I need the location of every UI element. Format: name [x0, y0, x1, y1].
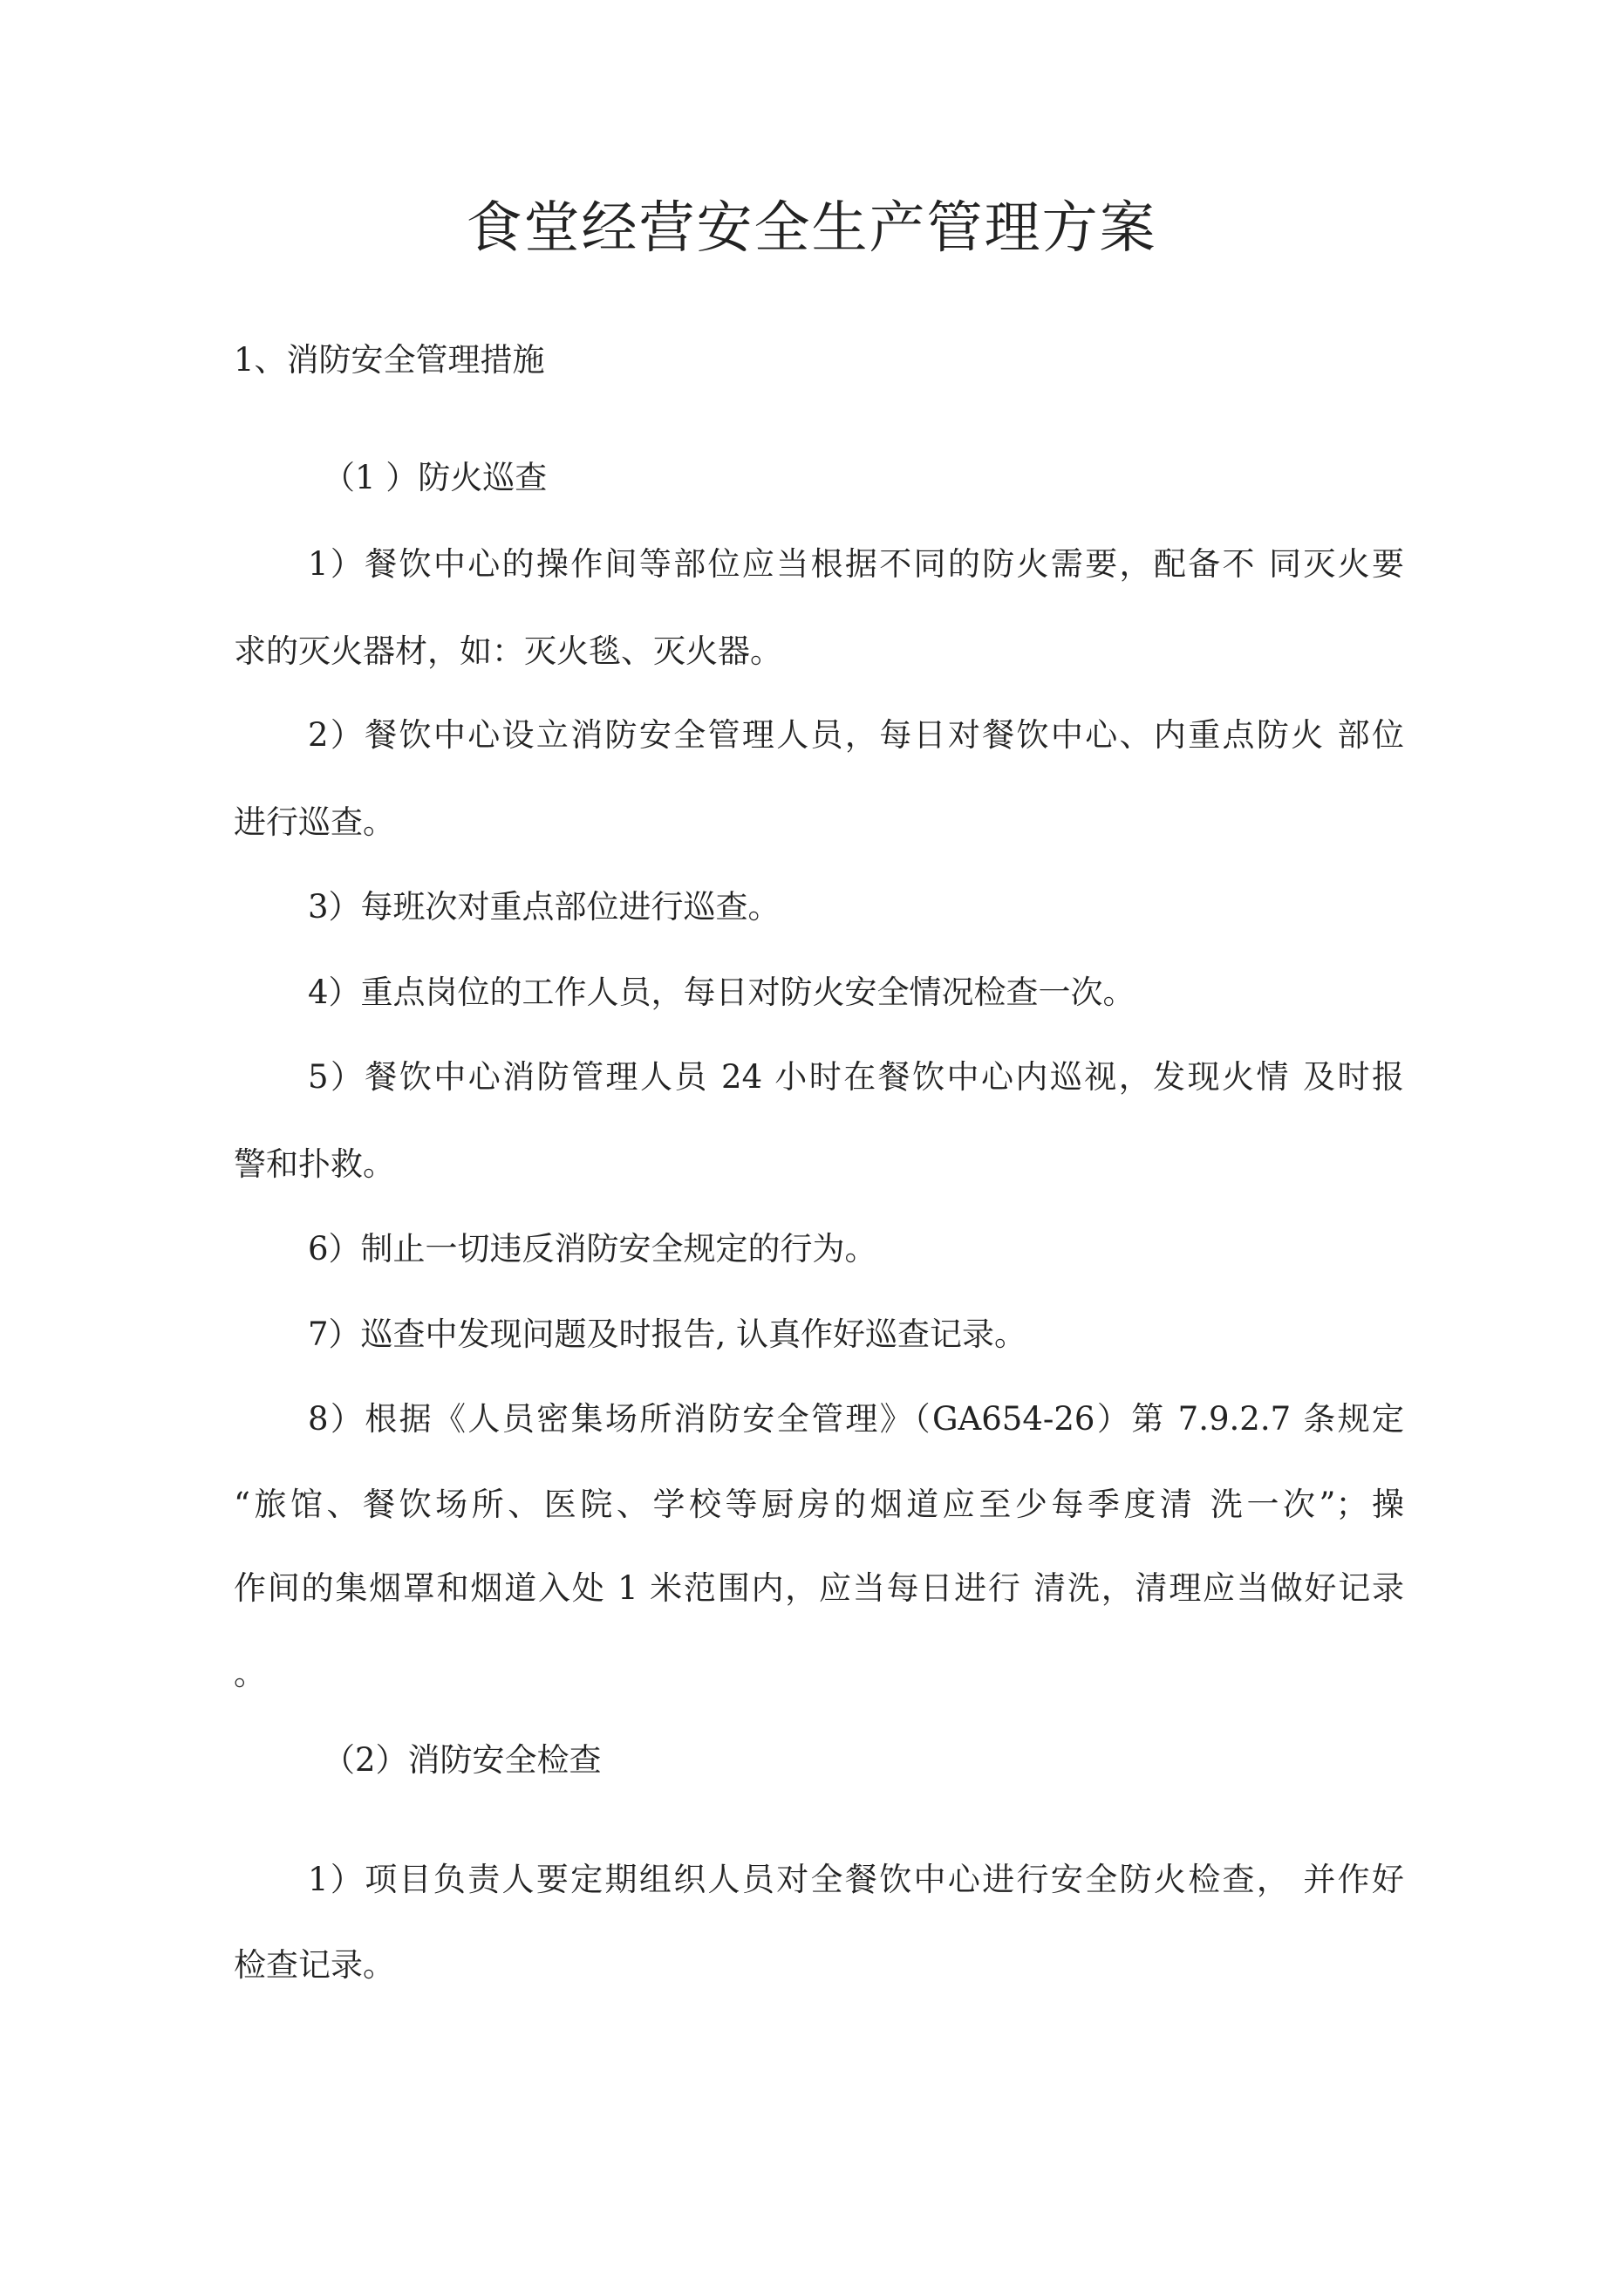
paragraph-line: 警和扑救。	[234, 1145, 395, 1183]
paragraph-line: “旅馆、餐饮场所、医院、学校等厨房的烟道应至少每季度清 洗一次”；操	[234, 1486, 1404, 1523]
paragraph-line: 1）餐饮中心的操作间等部位应当根据不同的防火需要，配备不 同灭火要	[308, 545, 1404, 583]
subsection-heading: （2）消防安全检查	[323, 1741, 602, 1779]
paragraph-line: 进行巡查。	[234, 803, 395, 841]
paragraph-line: 4）重点岗位的工作人员，每日对防火安全情况检查一次。	[308, 974, 1135, 1011]
document-title: 食堂经营安全生产管理方案	[466, 196, 1157, 261]
section-heading: 1、消防安全管理措施	[234, 341, 545, 379]
paragraph-line: 2）餐饮中心设立消防安全管理人员，每日对餐饮中心、内重点防火 部位	[308, 716, 1404, 754]
paragraph-line: 7）巡查中发现问题及时报告, 认真作好巡查记录。	[308, 1315, 1027, 1353]
paragraph-line: 6）制止一切违反消防安全规定的行为。	[308, 1230, 877, 1268]
paragraph-line: 检查记录。	[234, 1946, 395, 1984]
paragraph-line: 3）每班次对重点部位进行巡查。	[308, 888, 781, 926]
subsection-heading: （1 ）防火巡查	[323, 459, 548, 496]
paragraph-line: 8）根据《人员密集场所消防安全管理》（GA654-26）第 7.9.2.7 条规定	[308, 1400, 1404, 1438]
paragraph-line: 。	[234, 1655, 266, 1692]
paragraph-line: 作间的集烟罩和烟道入处 1 米范围内，应当每日进行 清洗，清理应当做好记录	[234, 1569, 1404, 1607]
paragraph-line: 1）项目负责人要定期组织人员对全餐饮中心进行安全防火检查， 并作好	[308, 1861, 1404, 1898]
paragraph-line: 求的灭火器材，如：灭火毯、灭火器。	[234, 632, 782, 670]
paragraph-line: 5）餐饮中心消防管理人员 24 小时在餐饮中心内巡视，发现火情 及时报	[308, 1058, 1404, 1096]
